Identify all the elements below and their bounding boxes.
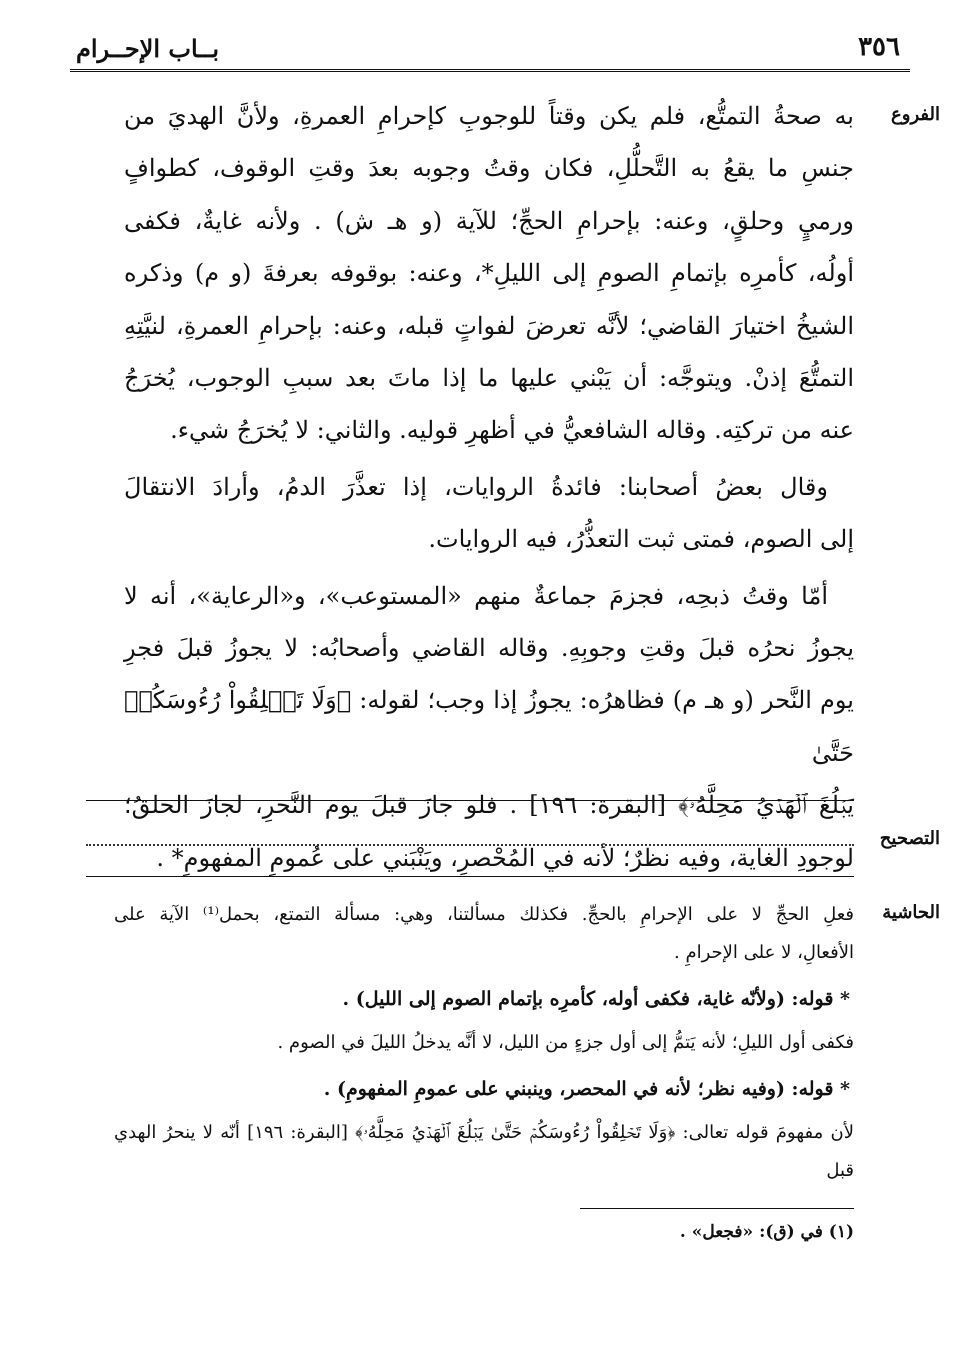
hashiya-line: الأفعالِ، لا على الإحرامِ . [674, 942, 854, 963]
main-line: يجوزُ نحرُه قبلَ وقتِ وجوبِهِ. وقاله القاضي وأصحابُه: لا يجوزُ قبلَ فجرِ [124, 634, 854, 663]
main-text [124, 90, 854, 884]
page-header [70, 28, 910, 72]
main-line: التمتُّعَ إذنْ. ويتوجَّه: أن يَبْني عليها ما إذا ماتَ بعد سببِ الوجوب، يُخرَجُ [124, 364, 854, 393]
tashih-area [86, 826, 854, 866]
main-line: لوجودِ الغاية، وفيه نظرٌ؛ لأنه في المُحْصرِ، ويَنْبَني على عُمومِ المفهومِ* . [156, 843, 854, 872]
hashiya-line: فعلِ الحجِّ لا على الإحرامِ بالحجِّ. فكذلك مسألتنا، وهي: مسألة التمتع، بحمل⁽¹⁾ الآية على [114, 904, 855, 925]
hashiya-line: لأن مفهومَ قوله تعالى: ﴿وَلَا تَحۡلِقُواْ رُءُوسَكُمۡ حَتَّىٰ يَبۡلُغَ ٱلۡهَدۡيُ مَحِلَّهُۥ﴾ [البقرة: ١٩٦] أنّه لا ينحرُ الهدي قبل [114, 1122, 854, 1181]
section-rule [86, 800, 854, 801]
hashiya-text [114, 896, 854, 1190]
page-number: ٣٥٦ [858, 32, 900, 62]
label-furu: الفروع [891, 104, 940, 125]
main-line: أمّا وقتُ ذبحِه، فجزمَ جماعةٌ منهم «المستوعب»، و«الرعاية»، أنه لا [124, 581, 829, 610]
hashiya-quote: * قوله: (ولأنّه غاية، فكفى أوله، كأمرِه بإتمام الصوم إلى الليل) . [342, 988, 850, 1010]
main-line: إلى الصوم، فمتى ثبت التعذُّرُ، فيه الروايات. [428, 525, 854, 554]
label-hashiya: الحاشية [882, 902, 940, 923]
main-line: به صحةُ التمتُّع، فلم يكن وقتاً للوجوبِ كإحرامِ العمرةِ، ولأنَّ الهديَ من [124, 102, 854, 130]
label-tashih: التصحيح [879, 828, 940, 849]
hashiya-quote: * قوله: (وفيه نظر؛ لأنه في المحصر، وينبني على عمومِ المفهومِ) . [323, 1078, 850, 1100]
main-line: يَبۡلُغَ ٱلۡهَدۡيُ مَحِلَّهُۥ﴾ [البقرة: ١٩٦] . فلو جازَ قبلَ يوم النَّحرِ، لجازَ الحلقُ؛ [124, 791, 854, 820]
hashiya-line: فكفى أول الليلِ؛ لأنه يَتمُّ إلى أول جزءٍ من الليل، لا أنَّه يدخلُ الليلَ في الصوم . [277, 1032, 854, 1053]
dotted-line [86, 844, 854, 846]
main-line: يوم النَّحر (و هـ م) فظاهرُه: يجوزُ إذا وجب؛ لقوله: ﴿وَلَا تَحۡلِقُواْ رُءُوسَكُمۡ حَتَّىٰ [124, 686, 854, 767]
running-title: بــاب الإحــرام [76, 34, 220, 63]
header-rule [70, 69, 910, 72]
main-line: وقال بعضُ أصحابنا: فائدةُ الروايات، إذا تعذَّرَ الدمُ، وأرادَ الانتقالَ [124, 472, 828, 501]
main-line: جنسِ ما يقعُ به التَّحلُّلِ، فكان وقتُ وجوبه بعدَ وقتِ الوقوف، كطوافٍ [124, 154, 854, 183]
main-line: عنه من تركتِه. وقاله الشافعيُّ في أظهرِ قوليه. والثاني: لا يُخرَجُ شيء. [170, 416, 854, 445]
section-rule [86, 876, 854, 877]
footnote-rule [580, 1208, 854, 1209]
main-line: أولُه، كأمرِه بإتمامِ الصومِ إلى الليلِ*، وعنه: بوقوفه بعرفةَ (و م) وذكره [124, 259, 854, 288]
main-line: الشيخُ اختيارَ القاضي؛ لأنَّه تعرضَ لفواتٍ قبله، وعنه: بإحرامِ العمرةِ، لنيَّتِهِ [124, 311, 854, 340]
main-line: ورميٍ وحلقٍ، وعنه: بإحرامِ الحجِّ؛ للآية (و هـ ش) . ولأنه غايةٌ، فكفى [124, 206, 854, 235]
footnote: (١) في (ق): «فجعل» . [679, 1222, 854, 1242]
